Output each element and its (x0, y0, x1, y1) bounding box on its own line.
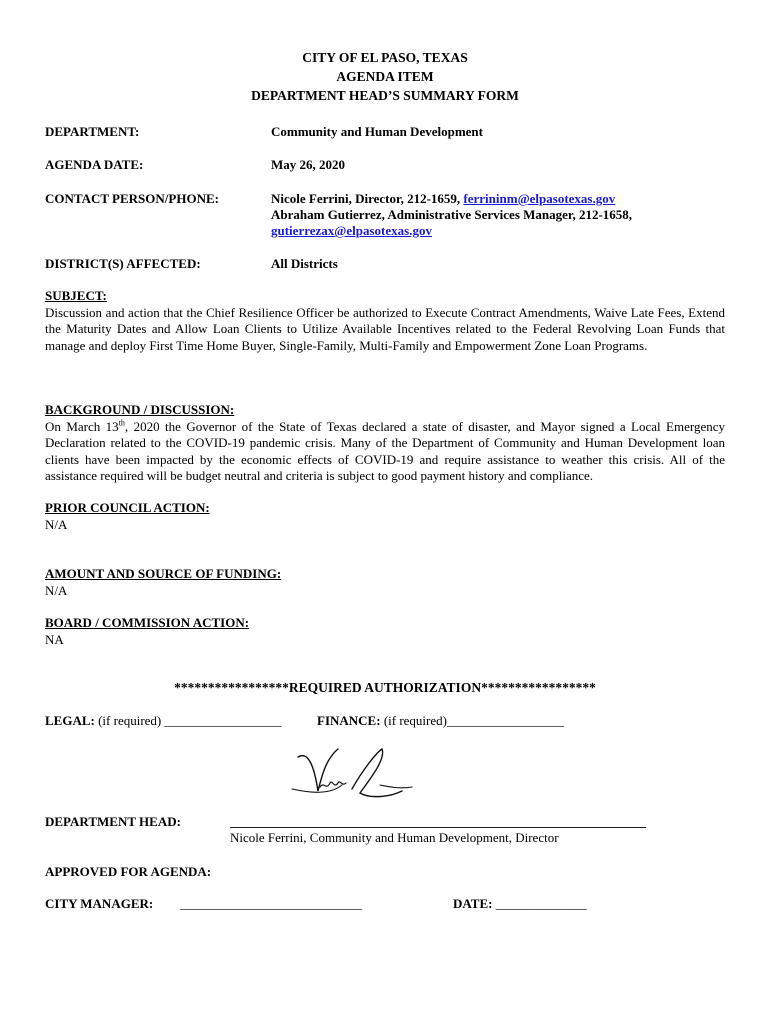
department-value: Community and Human Development (271, 124, 483, 139)
department-head-label: DEPARTMENT HEAD: (45, 814, 181, 829)
date-label: DATE: (453, 896, 493, 911)
date-line (453, 896, 587, 913)
department-head-name: Nicole Ferrini, Community and Human Development, Director (230, 830, 559, 845)
department-label: DEPARTMENT: (45, 124, 140, 139)
board-section (45, 615, 725, 648)
finance-line (317, 713, 564, 730)
date-blank: ______________ (492, 896, 587, 911)
legal-line (45, 713, 282, 730)
city-manager-line: ____________________________ (180, 896, 362, 911)
contact-1-text: Nicole Ferrini, Director, 212-1659, (271, 191, 464, 206)
header-city: CITY OF EL PASO, TEXAS (302, 50, 468, 65)
agenda-date-value: May 26, 2020 (271, 157, 346, 172)
finance-note: (if required)__________________ (380, 713, 564, 728)
contact-1-email-link[interactable]: ferrininm@elpasotexas.gov (463, 191, 616, 206)
background-body-start: On March 13 (45, 418, 119, 434)
contact-label: CONTACT PERSON/PHONE: (45, 191, 219, 206)
contact-line-3 (271, 223, 432, 240)
board-value: NA (45, 631, 64, 647)
subject-section (45, 288, 725, 354)
funding-section (45, 566, 725, 599)
finance-label: FINANCE: (317, 713, 381, 728)
district-value: All Districts (271, 256, 338, 271)
header-agenda-item: AGENDA ITEM (336, 69, 434, 84)
contact-2-email-link[interactable]: gutierrezax@elpasotexas.gov (271, 223, 432, 238)
background-body-sup: th (118, 418, 125, 428)
required-authorization-title: *****************REQUIRED AUTHORIZATION***************** (174, 680, 596, 695)
agenda-date-label: AGENDA DATE: (45, 157, 144, 172)
subject-body: Discussion and action that the Chief Resilience Officer be authorized to Execute Contract Amendments, Waive Late Fees, Extend the Maturity Dates and Allow Loan Clients to Utilize Available Incentives related to the Federal Revolving Loan Funds that manage and deploy First Time Home Buyer, Single-Family, Multi-Family and Empowerment Zone Loan Programs. (45, 304, 725, 353)
approved-for-agenda-label: APPROVED FOR AGENDA: (45, 864, 212, 879)
prior-council-section (45, 500, 725, 533)
prior-council-value: N/A (45, 516, 68, 532)
department-head-signature (290, 745, 420, 813)
background-body-rest: , 2020 the Governor of the State of Texas declared a state of disaster, and Mayor signed a Local Emergency Declaration related to the COVID-19 pandemic crisis. Many of the Department of Community and Human Development loan clients have been impacted by the economic effects of COVID-19 and require assistance to weather this crisis. All of the assistance required will be budget neutral and criteria is subject to good payment history and compliance. (45, 418, 726, 484)
legal-label: LEGAL: (45, 713, 95, 728)
department-head-signature-line: ________________________________________________________________ (230, 814, 646, 829)
funding-value: N/A (45, 582, 68, 598)
board-heading: BOARD / COMMISSION ACTION: (45, 615, 250, 630)
form-header (0, 48, 770, 105)
background-heading: BACKGROUND / DISCUSSION: (45, 402, 235, 417)
city-manager-label: CITY MANAGER: (45, 896, 154, 911)
contact-line-1 (271, 191, 615, 208)
contact-line-2: Abraham Gutierrez, Administrative Services Manager, 212-1658, (271, 207, 633, 222)
legal-note: (if required) __________________ (94, 713, 282, 728)
background-section (45, 402, 725, 485)
header-form-title: DEPARTMENT HEAD’S SUMMARY FORM (251, 88, 519, 103)
subject-heading: SUBJECT: (45, 288, 107, 303)
prior-council-heading: PRIOR COUNCIL ACTION: (45, 500, 210, 515)
funding-heading: AMOUNT AND SOURCE OF FUNDING: (45, 566, 282, 581)
district-label: DISTRICT(S) AFFECTED: (45, 256, 201, 271)
